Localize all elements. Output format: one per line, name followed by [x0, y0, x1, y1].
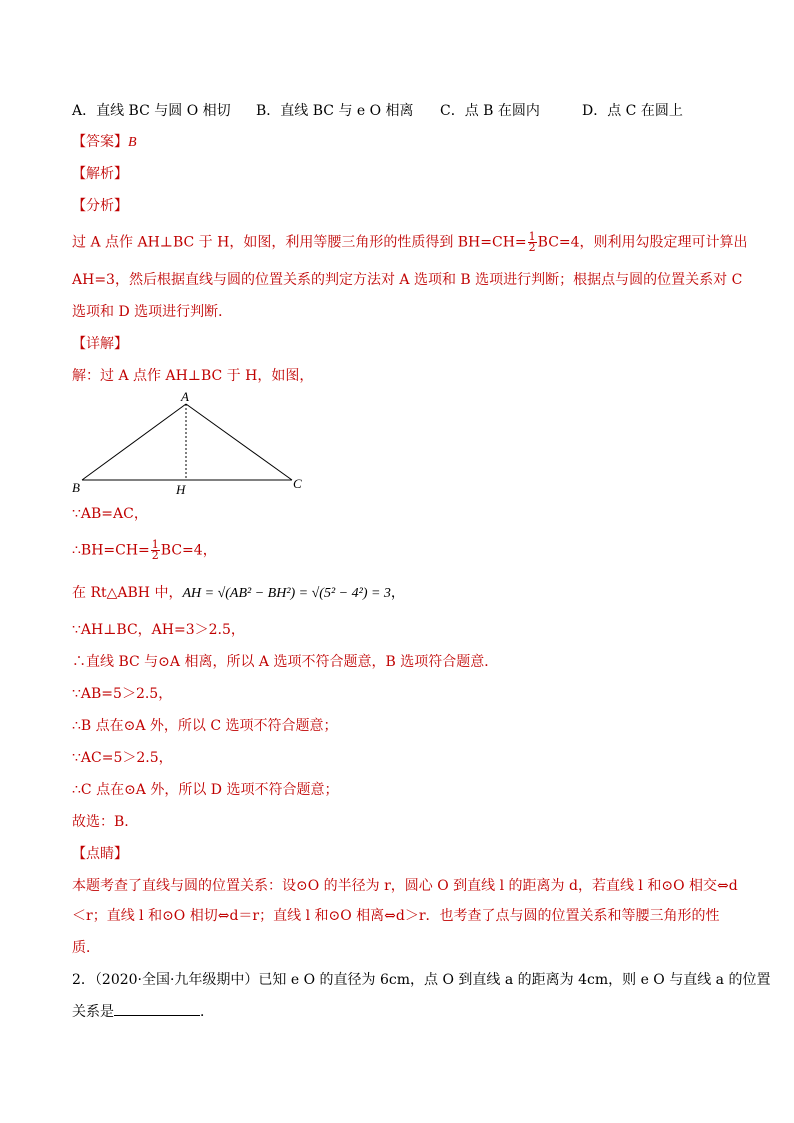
answer-value: B — [128, 135, 137, 150]
option-a: A．直线 BC 与圆 O 相切 — [72, 103, 231, 119]
pythagoras-formula: AH = √(AB² − BH²) = √(5² − 4²) = 3 — [182, 586, 391, 601]
step-3 — [72, 583, 405, 604]
fenxi-line-3: 选项和 D 选项进行判断． — [72, 304, 233, 320]
answer-blank[interactable] — [114, 1001, 200, 1016]
step-7: ∴B 点在⊙A 外，所以 C 选项不符合题意； — [72, 718, 338, 734]
step-text: BC=4， — [160, 542, 217, 559]
option-c: C．点 B 在圆内 — [440, 103, 540, 119]
fenxi-line-1 — [72, 232, 748, 253]
jiexi-label: 【解析】 — [72, 166, 128, 182]
dianjing-line-2: ＜r；直线 l 和⊙O 相切⇔d＝r；直线 l 和⊙O 相离⇔d＞r．也考查了点与圆的位置关系和等腰三角形的性 — [72, 908, 720, 924]
q2-line-1: 2．（2020·全国·九年级期中）已知 e O 的直径为 6cm，点 O 到直线 a 的距离为 4cm，则 e O 与直线 a 的位置 — [72, 972, 771, 988]
dianjing-line-1: 本题考查了直线与圆的位置关系：设⊙O 的半径为 r，圆心 O 到直线 l 的距离为 d，若直线 l 和⊙O 相交⇔d — [72, 878, 738, 894]
dianjing-line-3: 质． — [72, 940, 100, 956]
step-2 — [72, 540, 217, 561]
fenxi-label: 【分析】 — [72, 198, 128, 214]
dianjing-label: 【点睛】 — [72, 846, 128, 862]
q2-line-2 — [72, 1001, 214, 1022]
fraction: $\frac{1}{2}$ — [528, 230, 536, 254]
answer-label: 【答案】 — [72, 134, 128, 150]
label-c: C — [293, 476, 302, 491]
fenxi-line-2: AH=3，然后根据直线与圆的位置关系的判定方法对 A 选项和 B 选项进行判断；根据点与圆的位置关系对 C — [72, 272, 743, 288]
step-9: ∴C 点在⊙A 外，所以 D 选项不符合题意； — [72, 782, 339, 798]
step-text: 在 Rt△ABH 中， — [72, 585, 183, 601]
answer-row — [72, 132, 137, 153]
step-8: ∵AC=5＞2.5， — [72, 750, 173, 766]
label-h: H — [176, 482, 186, 497]
option-b: B．直线 BC 与 e O 相离 — [256, 103, 414, 119]
fenxi-text: BC=4，则利用勾股定理可计算出 — [537, 234, 748, 251]
step-text: ∴BH=CH= — [72, 542, 150, 559]
step-6: ∵AB=5＞2.5， — [72, 686, 173, 702]
step-4: ∵AH⊥BC，AH=3＞2.5， — [72, 622, 245, 638]
solution-intro: 解：过 A 点作 AH⊥BC 于 H，如图， — [72, 368, 314, 384]
triangle-figure — [60, 388, 320, 500]
step-10: 故选：B. — [72, 814, 129, 830]
xiangjie-label: 【详解】 — [72, 336, 128, 352]
fraction: $\frac{1}{2}$ — [151, 538, 159, 562]
step-text: ， — [390, 585, 405, 601]
fenxi-text: 过 A 点作 AH⊥BC 于 H，如图，利用等腰三角形的性质得到 BH=CH= — [72, 234, 527, 251]
label-b: B — [72, 480, 80, 495]
step-1: ∵AB=AC， — [72, 506, 148, 522]
q2-text: 关系是 — [72, 1004, 114, 1020]
label-a: A — [181, 389, 189, 404]
step-5: ∴直线 BC 与⊙A 相离，所以 A 选项不符合题意，B 选项符合题意． — [72, 654, 499, 670]
q2-end: ． — [200, 1004, 214, 1020]
option-d: D．点 C 在圆上 — [582, 103, 683, 119]
